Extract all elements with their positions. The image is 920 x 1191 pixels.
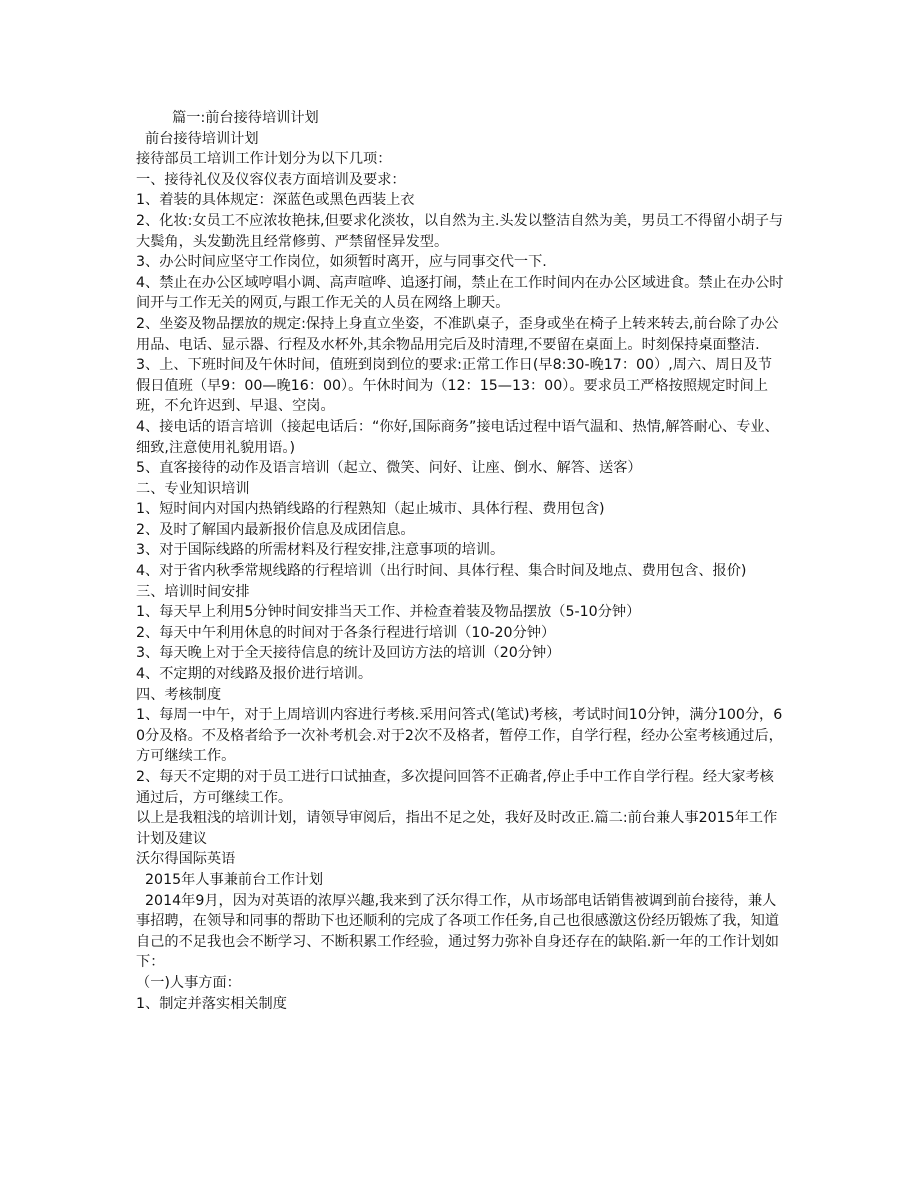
paragraph: 4、不定期的对线路及报价进行培训。 <box>136 666 373 683</box>
paragraph: 3、对于国际线路的所需材料及行程安排,注意事项的培训。 <box>136 542 505 559</box>
paragraph: 2、坐姿及物品摆放的规定:保持上身直立坐姿，不准趴桌子，歪身或坐在椅子上转来转去,前台除了办公用品、电话、显示器、行程及水杯外,其余物品用完后及时清理,不要留在桌面上。时刻保持桌面整洁. <box>136 315 779 353</box>
paragraph: 以上是我粗浅的培训计划，请领导审阅后，指出不足之处，我好及时改正.篇二:前台兼人事2015年工作计划及建议 <box>136 810 778 847</box>
paragraph: 2、每天中午利用休息的时间对于各条行程进行培训（10-20分钟） <box>136 624 556 641</box>
paragraph: 3、每天晚上对于全天接待信息的统计及回访方法的培训（20分钟） <box>136 645 561 662</box>
paragraph: 接待部员工培训工作计划分为以下几项： <box>136 151 392 168</box>
paragraph: 2、化妆:女员工不应浓妆艳抹,但要求化淡妆，以自然为主.头发以整洁自然为美，男员工不得留小胡子与大鬓角，头发勤洗且经常修剪、严禁留怪异发型。 <box>136 212 784 250</box>
paragraph: 4、接电话的语言培训（接起电话后：“你好,国际商务”接电话过程中语气温和、热情,解答耐心、专业、细致,注意使用礼貌用语。) <box>136 418 779 456</box>
section-heading: 四、考核制度 <box>136 686 222 703</box>
document-title: 前台接待培训计划 <box>136 130 259 147</box>
paragraph: 1、每天早上利用5分钟时间安排当天工作、并检查着装及物品摆放（5-10分钟） <box>136 604 641 621</box>
document-body <box>136 108 784 1014</box>
section-heading: 三、培训时间安排 <box>136 583 250 600</box>
paragraph: 1、短时间内对国内热销线路的行程熟知（起止城市、具体行程、费用包含) <box>136 501 605 518</box>
section-heading: 一、接待礼仪及仪容仪表方面培训及要求： <box>136 171 406 188</box>
paragraph: 4、禁止在办公区域哼唱小调、高声喧哗、追逐打闹，禁止在工作时间内在办公区域进食。禁止在办公时间开与工作无关的网页,与跟工作无关的人员在网络上聊天。 <box>136 274 784 312</box>
paragraph: 3、办公时间应坚守工作岗位，如须暂时离开，应与同事交代一下. <box>136 254 547 271</box>
paragraph: 4、对于省内秋季常规线路的行程培训（出行时间、具体行程、集合时间及地点、费用包含、报价) <box>136 563 747 580</box>
paragraph: 1、着装的具体规定：深蓝色或黑色西装上衣 <box>136 192 415 209</box>
paragraph: 1、每周一中午，对于上周培训内容进行考核.采用问答式(笔试)考核，考试时间10分钟，满分100分，60分及格。不及格者给予一次补考机会.对于2次不及格者，暂停工作，自学行程，经办公室考核通过后，方可继续工作。 <box>136 707 783 765</box>
paragraph: 5、直客接待的动作及语言培训（起立、微笑、问好、让座、倒水、解答、送客） <box>136 460 642 477</box>
paragraph: 2014年9月，因为对英语的浓厚兴趣,我来到了沃尔得工作，从市场部电话销售被调到前台接待，兼人事招聘，在领导和同事的帮助下也还顺利的完成了各项工作任务,自己也很感激这份经历锻炼了我，知道自己的不足我也会不断学习、不断积累工作经验，通过努力弥补自身还存在的缺陷.新一年的工作计划如下： <box>136 892 779 971</box>
organization-name: 沃尔得国际英语 <box>136 851 236 868</box>
section-heading: （一)人事方面： <box>136 974 241 991</box>
paragraph: 3、上、下班时间及午休时间，值班到岗到位的要求:正常工作日(早8:30-晚17：00）,周六、周日及节假日值班（早9：00—晚16：00）。午休时间为（12：15—13：00）。要求员工严格按照规定时间上班，不允许迟到、早退、空岗。 <box>136 357 773 415</box>
paragraph: 2、每天不定期的对于员工进行口试抽查，多次提问回答不正确者,停止手中工作自学行程。经大家考核通过后，方可继续工作。 <box>136 769 774 806</box>
document-subtitle: 2015年人事兼前台工作计划 <box>136 871 324 888</box>
section-heading: 二、专业知识培训 <box>136 480 250 497</box>
section-title-part-one: 篇一:前台接待培训计划 <box>136 110 319 126</box>
paragraph: 2、及时了解国内最新报价信息及成团信息。 <box>136 521 415 538</box>
paragraph: 1、制定并落实相关制度 <box>136 995 287 1012</box>
